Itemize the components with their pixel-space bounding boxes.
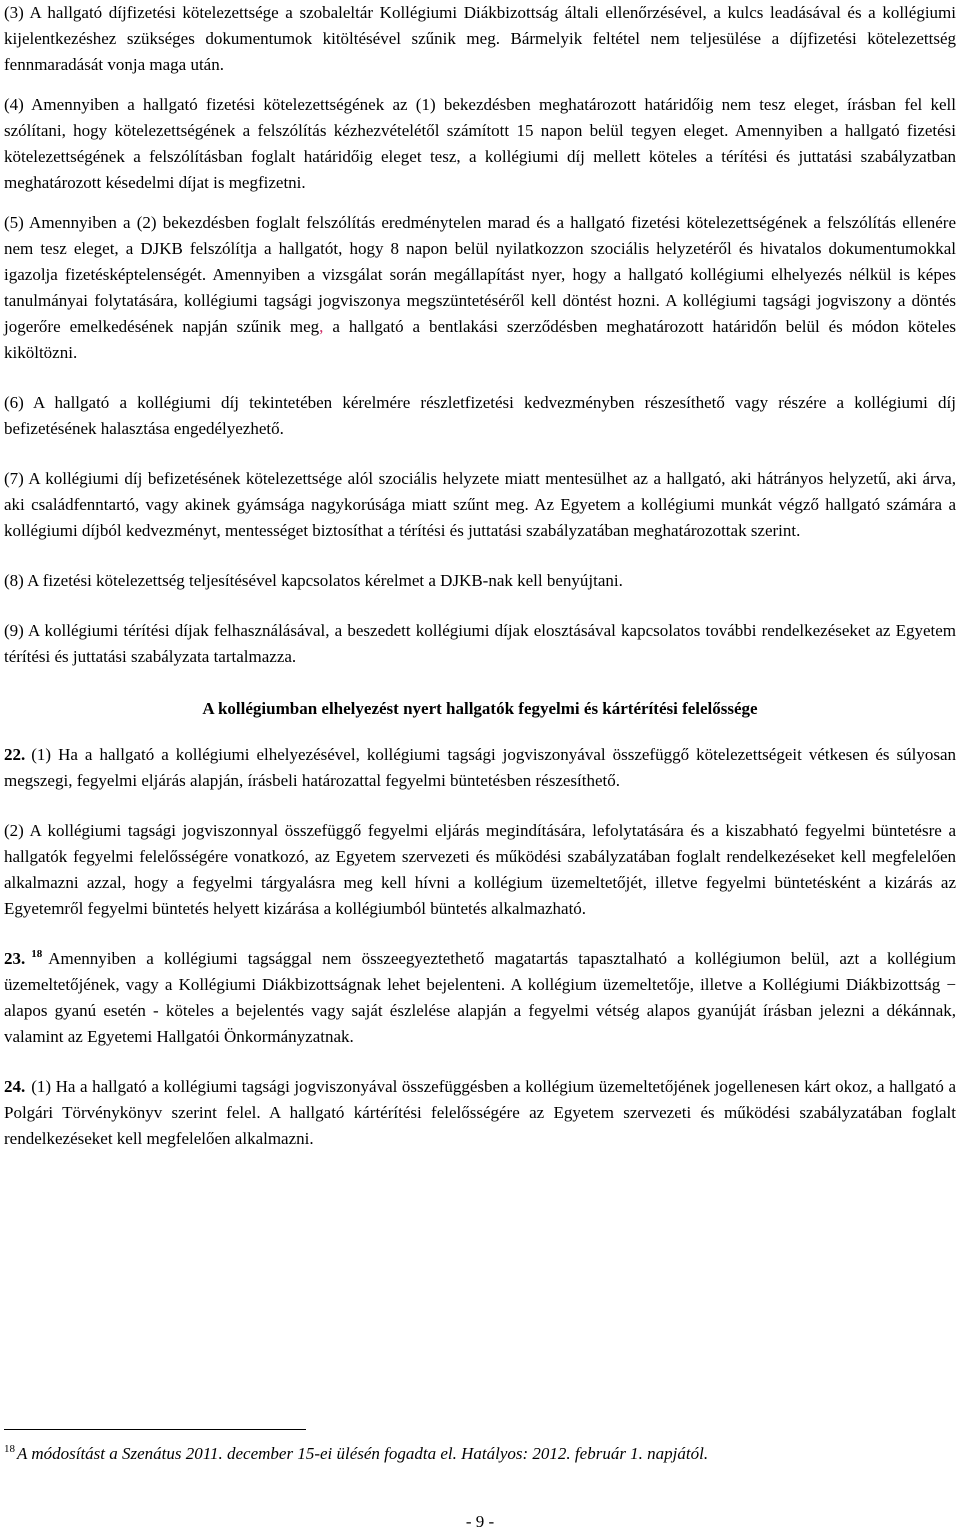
paragraph-9: (9) A kollégiumi térítési díjak felhasználásával, a beszedett kollégiumi díjak elosztásával kapcsolatos további rendelkezéseket az Egyetem térítési és juttatási szabályzata tartalmazza. — [4, 621, 956, 666]
section-23-number: 23. — [4, 949, 26, 968]
section-22-text-1: (1) Ha a hallgató a kollégiumi elhelyezésével, kollégiumi tagsági jogviszonyával összefüggő kötelezettségeit vétkesen és súlyosan megszegi, fegyelmi eljárás alapján, írásbeli határozattal fegyelmi büntetésben részesíthető. — [4, 745, 956, 790]
footnote-separator — [4, 1429, 306, 1430]
section-24-text-1: (1) Ha a hallgató a kollégiumi tagsági jogviszonyával összefüggésben a kollégium üzemeltetőjének jogellenesen kárt okoz, a hallgató a Polgári Törvénykönyv szerint felel. A hallgató kártérítési felelősségére az Egyetem szervezeti és működési szabályzatában foglalt rendelkezéseket kell megfelelően alkalmazni. — [4, 1077, 956, 1148]
section-heading: A kollégiumban elhelyezést nyert hallgatók fegyelmi és kártérítési felelőssége — [202, 699, 758, 718]
section-22-number: 22. — [4, 745, 26, 764]
footnote-mark: 18 — [4, 1443, 15, 1456]
paragraph-5-part-b: a hallgató a bentlakási szerződésben meghatározott határidőn belül és módon köteles kiköltözni. — [4, 317, 957, 362]
footnote-text: A módosítást a Szenátus 2011. december 15-ei ülésén fogadta el. Hatályos: 2012. február 1. napjától. — [17, 1444, 709, 1463]
paragraph-5-part-a: (5) Amennyiben a (2) bekezdésben foglalt felszólítás eredménytelen marad és a hallgató fizetési kötelezettségének a felszólítás ellenére nem tesz eleget, a DJKB felszólítja a hallgatót, hogy 8 napon belül nyilatkozzon szociális helyzetéről és hivatalos dokumentumokkal igazolja fizetésképtelenségét. Amennyiben a vizsgálat során megállapítást nyer, hogy a hallgató kollégiumi elhelyezés nélkül is képes tanulmányai folytatására, kollégiumi tagsági jogviszonya megszüntetéséről kell döntést hozni. A kollégiumi tagsági jogviszony a döntés jogerőre emelkedésének napján szűnik meg — [4, 213, 956, 336]
section-24-number: 24. — [4, 1077, 26, 1096]
section-22-paragraph-2: (2) A kollégiumi tagsági jogviszonnyal összefüggő fegyelmi eljárás megindítására, lefolytatására és a kiszabható fegyelmi büntetésre a hallgatók fegyelmi felelősségére vonatkozó, az Egyetem szervezeti és működési szabályzatában foglalt rendelkezéseket kell megfelelően alkalmazni azzal, hogy a fegyelmi tárgyalásra meg kell hívni a kollégium üzemeltetőjét, illetve fegyelmi büntetésként a kizárás az Egyetemről fegyelmi büntetés helyett kizárása a kollégiumból büntetés alkalmazható. — [4, 821, 956, 918]
page-number: - 9 - — [465, 1512, 495, 1531]
footnote — [4, 1441, 954, 1467]
paragraph-4: (4) Amennyiben a hallgató fizetési kötelezettségének az (1) bekezdésben meghatározott határidőig nem tesz eleget, írásban fel kell szólítani, hogy kötelezettségének a felszólítás kézhezvételétől számított 15 napon belül tegyen eleget. Amennyiben a hallgató fizetési kötelezettségének a felszólításban foglalt határidőig eleget tesz, a kollégiumi díj mellett köteles a térítési és juttatási szabályzatban meghatározott késedelmi díjat is megfizetni. — [4, 95, 956, 192]
paragraph-5-comma: , — [319, 317, 324, 336]
section-23-text: Amennyiben a kollégiumi tagsággal nem összeegyeztethető magatartás tapasztalható a kollégiumon belül, azt a kollégium üzemeltetőjének, vagy a Kollégiumi Diákbizottságnak lehet bejelenteni. A kollégium üzemeltetője, illetve a Kollégiumi Diákbizottság − alapos gyanú esetén - köteles a bejelentés vagy saját észlelése alapján a fegyelmi vétség alapos gyanúját írásban jelezni a dékánnak, valamint az Egyetemi Hallgatói Önkormányzatnak. — [4, 949, 956, 1046]
section-24-paragraph-1 — [4, 1074, 956, 1152]
paragraph-7: (7) A kollégiumi díj befizetésének kötelezettsége alól szociális helyzete miatt mentesülhet az a hallgató, aki hátrányos helyzetű, aki árva, aki családfenntartó, vagy akinek gyámsága nagykorúsága miatt szűnt meg. Az Egyetem a kollégiumi munkát végző hallgató számára a kollégiumi díjból kedvezményt, mentességet biztosíthat a térítési és juttatási szabályzatában meghatározottak szerint. — [4, 469, 956, 540]
section-22-paragraph-1 — [4, 742, 956, 794]
paragraph-5 — [4, 210, 956, 366]
paragraph-8: (8) A fizetési kötelezettség teljesítésével kapcsolatos kérelmet a DJKB-nak kell benyújtani. — [4, 571, 623, 590]
paragraph-3: (3) A hallgató díjfizetési kötelezettsége a szobaleltár Kollégiumi Diákbizottság általi ellenőrzésével, a kulcs leadásával és a kollégiumi kijelentkezéshez szükséges dokumentumok kitöltésével szűnik meg. Bármelyik feltétel nem teljesülése a díjfizetési kötelezettség fennmaradását vonja maga után. — [4, 3, 956, 74]
footnote-reference-18: 18 — [31, 948, 43, 961]
paragraph-6: (6) A hallgató a kollégiumi díj tekintetében kérelmére részletfizetési kedvezményben részesíthető vagy részére a kollégiumi díj befizetésének halasztása engedélyezhető. — [4, 393, 956, 438]
document-page — [4, 0, 956, 1152]
section-23-paragraph — [4, 946, 956, 1050]
